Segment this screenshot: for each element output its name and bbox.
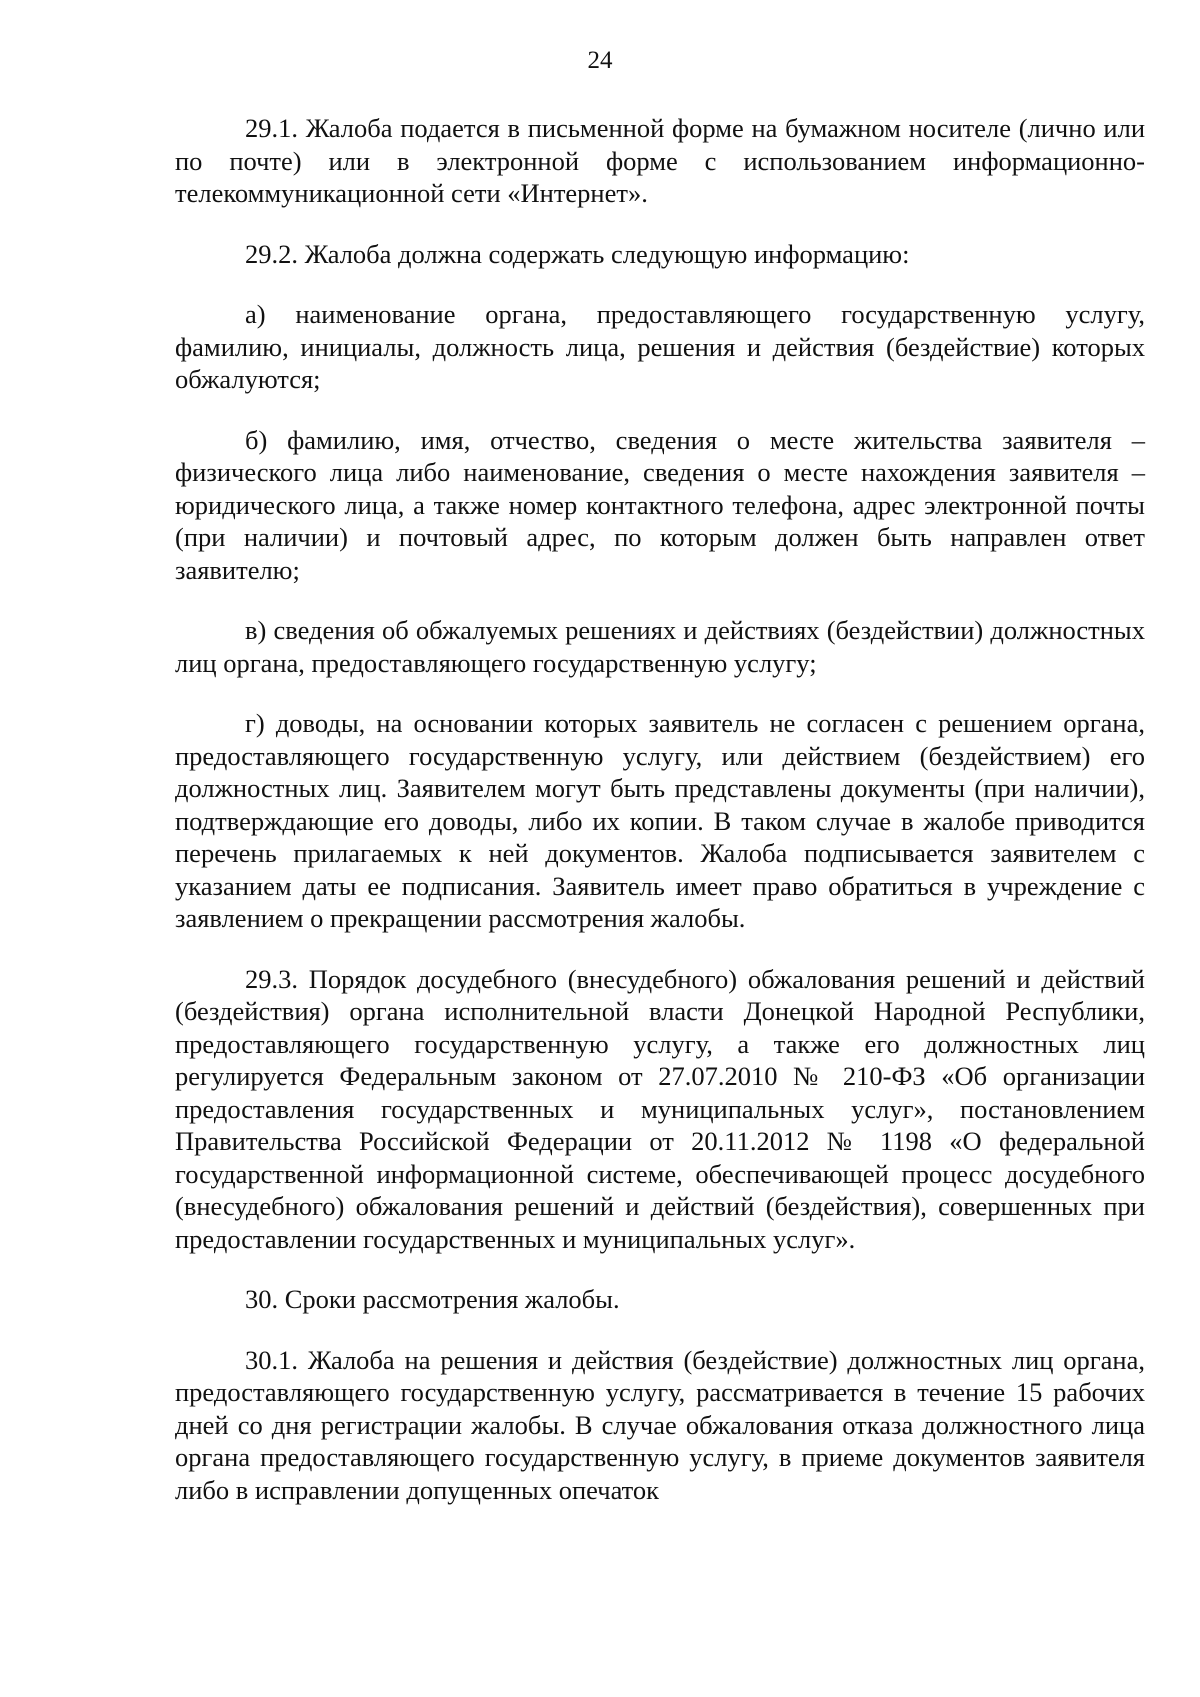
paragraph-29-1: 29.1. Жалоба подается в письменной форме на бумажном носителе (лично или по почте) или в электронной форме с использованием информационно-телекоммуникационной сети «Интернет».	[175, 113, 1145, 208]
paragraph-29-2: 29.2. Жалоба должна содержать следующую информацию:	[245, 238, 910, 269]
paragraph-item-v: в) сведения об обжалуемых решениях и действиях (бездействии) должностных лиц органа, предоставляющего государственную услугу;	[175, 615, 1145, 678]
paragraph-item-b: б) фамилию, имя, отчество, сведения о месте жительства заявителя – физического лица либо наименование, сведения о месте нахождения заявителя – юридического лица, а также номер контактного телефона, адрес электронной почты (при наличии) и почтовый адрес, по которым должен быть направлен ответ заявителю;	[175, 424, 1145, 585]
paragraph-item-a: а) наименование органа, предоставляющего государственную услугу, фамилию, инициалы, должность лица, решения и действия (бездействие) которых обжалуются;	[175, 299, 1145, 394]
page-number: 24	[587, 47, 613, 74]
paragraph-30-heading: 30. Сроки рассмотрения жалобы.	[245, 1284, 620, 1314]
paragraph-29-3: 29.3. Порядок досудебного (внесудебного) обжалования решений и действий (бездействия) органа исполнительной власти Донецкой Народной Республики, предоставляющего государственную услугу, а также его должностных лиц регулируется Федеральным законом от 27.07.2010 № 210-ФЗ «Об организации предоставления государственных и муниципальных услуг», постановлением Правительства Российской Федерации от 20.11.2012 № 1198 «О федеральной государственной информационной системе, обеспечивающей процесс досудебного (внесудебного) обжалования решений и действий (бездействия), совершенных при предоставлении государственных и муниципальных услуг».	[175, 963, 1145, 1254]
paragraph-item-g: г) доводы, на основании которых заявитель не согласен с решением органа, предоставляющего государственную услугу, или действием (бездействием) его должностных лиц. Заявителем могут быть представлены документы (при наличии), подтверждающие его доводы, либо их копии. В таком случае в жалобе приводится перечень прилагаемых к ней документов. Жалоба подписывается заявителем с указанием даты ее подписания. Заявитель имеет право обратиться в учреждение с заявлением о прекращении рассмотрения жалобы.	[175, 708, 1145, 933]
paragraph-30-1: 30.1. Жалоба на решения и действия (бездействие) должностных лиц органа, предоставляющего государственную услугу, рассматривается в течение 15 рабочих дней со дня регистрации жалобы. В случае обжалования отказа должностного лица органа предоставляющего государственную услугу, в приеме документов заявителя либо в исправлении допущенных опечаток	[175, 1344, 1145, 1505]
document-body	[175, 112, 1145, 1506]
